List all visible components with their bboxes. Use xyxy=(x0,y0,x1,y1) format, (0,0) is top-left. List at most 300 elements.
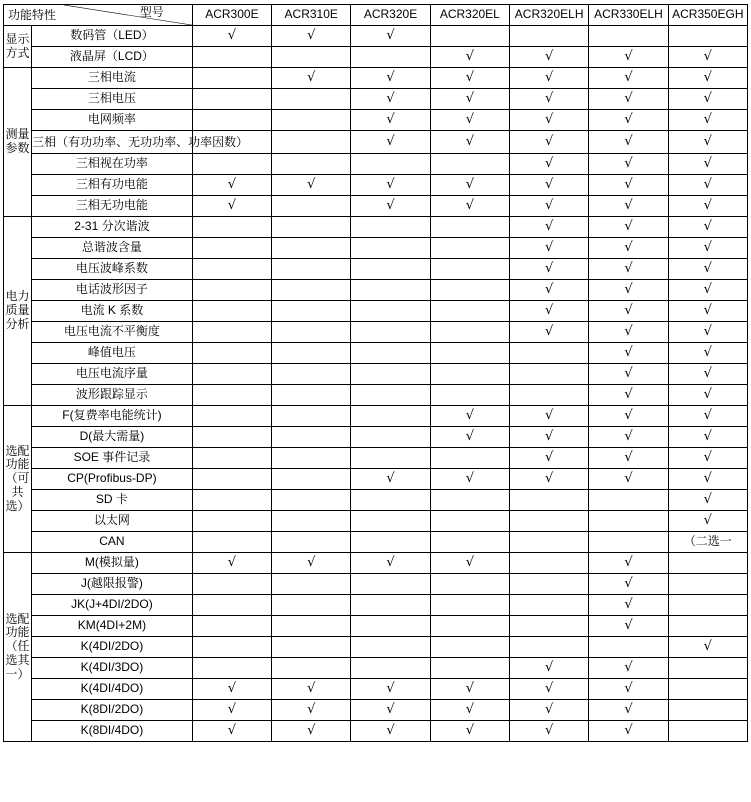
group-label-3 xyxy=(4,406,32,553)
empty-cell xyxy=(430,532,509,553)
support-mark-cell xyxy=(510,259,589,280)
feature-label: 三相（有功功率、无功功率、功率因数） xyxy=(32,131,193,154)
empty-cell xyxy=(272,364,351,385)
check-icon: √ xyxy=(624,281,633,297)
feature-label: M(模拟量) xyxy=(32,553,193,574)
support-mark-cell xyxy=(589,131,668,154)
feature-label: 液晶屏（LCD） xyxy=(32,47,193,68)
empty-cell xyxy=(192,110,271,131)
feature-label: 三相有功电能 xyxy=(32,175,193,196)
support-mark-cell xyxy=(589,385,668,406)
empty-cell xyxy=(668,532,747,553)
check-icon: √ xyxy=(624,90,633,106)
check-icon: √ xyxy=(703,90,712,106)
empty-cell xyxy=(430,26,509,47)
empty-cell xyxy=(192,406,271,427)
empty-cell xyxy=(272,532,351,553)
spec-table-page xyxy=(0,4,751,802)
table-row xyxy=(4,26,748,47)
check-icon: √ xyxy=(624,323,633,339)
corner-feature-label: 功能特性 xyxy=(8,8,57,23)
support-mark-cell xyxy=(510,196,589,217)
support-mark-cell xyxy=(668,259,747,280)
support-mark-cell xyxy=(668,406,747,427)
support-mark-cell xyxy=(272,175,351,196)
support-mark-cell xyxy=(668,364,747,385)
table-row xyxy=(4,154,748,175)
empty-cell xyxy=(351,343,430,364)
empty-cell xyxy=(192,427,271,448)
feature-label: F(复费率电能统计) xyxy=(32,406,193,427)
table-row xyxy=(4,47,748,68)
feature-label: SOE 事件记录 xyxy=(32,448,193,469)
group-label-text: 选配功能（任选其一） xyxy=(5,611,30,681)
support-mark-cell xyxy=(351,700,430,721)
support-mark-cell xyxy=(430,700,509,721)
check-icon: √ xyxy=(703,470,712,486)
empty-cell xyxy=(510,511,589,532)
check-icon: √ xyxy=(703,48,712,64)
support-mark-cell xyxy=(589,427,668,448)
empty-cell xyxy=(510,532,589,553)
support-mark-cell xyxy=(430,679,509,700)
feature-label: J(越限报警) xyxy=(32,574,193,595)
support-mark-cell xyxy=(668,637,747,658)
check-icon: √ xyxy=(545,680,554,696)
empty-cell xyxy=(510,574,589,595)
check-icon: √ xyxy=(624,722,633,738)
support-mark-cell xyxy=(351,469,430,490)
check-icon: √ xyxy=(703,260,712,276)
check-icon: √ xyxy=(545,722,554,738)
empty-cell xyxy=(351,448,430,469)
check-icon: √ xyxy=(545,701,554,717)
support-mark-cell xyxy=(589,154,668,175)
table-row xyxy=(4,196,748,217)
empty-cell xyxy=(430,301,509,322)
check-icon: √ xyxy=(624,617,633,633)
check-icon: √ xyxy=(703,155,712,171)
empty-cell xyxy=(351,574,430,595)
empty-cell xyxy=(510,616,589,637)
support-mark-cell xyxy=(510,679,589,700)
support-mark-cell xyxy=(589,364,668,385)
empty-cell xyxy=(430,511,509,532)
empty-cell xyxy=(351,490,430,511)
support-mark-cell xyxy=(668,427,747,448)
support-mark-cell xyxy=(589,175,668,196)
check-icon: √ xyxy=(624,344,633,360)
feature-label: 总谐波含量 xyxy=(32,238,193,259)
group-label-text: 选配功能（可共选） xyxy=(5,443,30,513)
support-mark-cell xyxy=(668,490,747,511)
support-mark-cell xyxy=(510,427,589,448)
check-icon: √ xyxy=(307,69,316,85)
support-mark-cell xyxy=(668,238,747,259)
empty-cell xyxy=(430,217,509,238)
check-icon: √ xyxy=(307,701,316,717)
check-icon: √ xyxy=(703,111,712,127)
empty-cell xyxy=(192,154,271,175)
support-mark-cell xyxy=(192,26,271,47)
check-icon: √ xyxy=(624,260,633,276)
check-icon: √ xyxy=(227,27,237,43)
empty-cell xyxy=(272,301,351,322)
support-mark-cell xyxy=(589,469,668,490)
support-mark-cell xyxy=(668,343,747,364)
check-icon: √ xyxy=(703,218,712,234)
table-row xyxy=(4,658,748,679)
group-label-4 xyxy=(4,553,32,742)
empty-cell xyxy=(192,322,271,343)
empty-cell xyxy=(272,511,351,532)
support-mark-cell xyxy=(589,301,668,322)
check-icon: √ xyxy=(624,554,633,570)
support-mark-cell xyxy=(668,154,747,175)
empty-cell xyxy=(430,385,509,406)
empty-cell xyxy=(192,574,271,595)
support-mark-cell xyxy=(589,259,668,280)
support-mark-cell xyxy=(510,469,589,490)
check-icon: √ xyxy=(227,701,237,717)
empty-cell xyxy=(589,26,668,47)
empty-cell xyxy=(430,364,509,385)
empty-cell xyxy=(351,406,430,427)
support-mark-cell xyxy=(192,553,271,574)
check-icon: √ xyxy=(465,111,474,127)
empty-cell xyxy=(668,26,747,47)
empty-cell xyxy=(192,595,271,616)
check-icon: √ xyxy=(545,449,554,465)
empty-cell xyxy=(192,259,271,280)
table-row xyxy=(4,532,748,553)
column-header-acr350egh: ACR350EGH xyxy=(668,5,747,26)
table-row xyxy=(4,89,748,110)
empty-cell xyxy=(192,490,271,511)
support-mark-cell xyxy=(192,721,271,742)
empty-cell xyxy=(351,280,430,301)
check-icon: √ xyxy=(703,491,712,507)
check-icon: √ xyxy=(703,428,712,444)
empty-cell xyxy=(351,301,430,322)
support-mark-cell xyxy=(510,68,589,89)
empty-cell xyxy=(351,532,430,553)
check-icon: √ xyxy=(465,554,474,570)
table-row xyxy=(4,616,748,637)
table-row xyxy=(4,364,748,385)
corner-model-label: 型号 xyxy=(139,5,164,19)
support-mark-cell xyxy=(668,110,747,131)
support-mark-cell xyxy=(430,110,509,131)
group-label-text: 测量参数 xyxy=(5,127,30,155)
support-mark-cell xyxy=(272,68,351,89)
check-icon: √ xyxy=(545,69,554,85)
check-icon: √ xyxy=(703,197,712,213)
check-icon: √ xyxy=(703,344,712,360)
support-mark-cell xyxy=(589,721,668,742)
empty-cell xyxy=(589,490,668,511)
empty-cell xyxy=(351,154,430,175)
empty-cell xyxy=(272,110,351,131)
check-icon: √ xyxy=(545,302,554,318)
empty-cell xyxy=(668,721,747,742)
column-header-acr300e: ACR300E xyxy=(192,5,271,26)
support-mark-cell xyxy=(668,175,747,196)
table-row xyxy=(4,553,748,574)
check-icon: √ xyxy=(307,554,316,570)
check-icon: √ xyxy=(307,722,316,738)
empty-cell xyxy=(272,238,351,259)
empty-cell xyxy=(589,511,668,532)
support-mark-cell xyxy=(668,301,747,322)
check-icon: √ xyxy=(465,197,474,213)
check-icon: √ xyxy=(624,155,633,171)
support-mark-cell xyxy=(668,511,747,532)
empty-cell xyxy=(589,637,668,658)
group-label-text: 显示方式 xyxy=(5,31,30,60)
empty-cell xyxy=(351,364,430,385)
table-row xyxy=(4,595,748,616)
support-mark-cell xyxy=(192,700,271,721)
table-row xyxy=(4,238,748,259)
support-mark-cell xyxy=(589,196,668,217)
support-mark-cell xyxy=(510,322,589,343)
support-mark-cell xyxy=(272,679,351,700)
support-mark-cell xyxy=(668,322,747,343)
check-icon: √ xyxy=(545,470,554,486)
support-mark-cell xyxy=(430,721,509,742)
empty-cell xyxy=(192,385,271,406)
support-mark-cell xyxy=(589,700,668,721)
empty-cell xyxy=(192,364,271,385)
empty-cell xyxy=(192,301,271,322)
feature-label: 三相无功电能 xyxy=(32,196,193,217)
table-row xyxy=(4,280,748,301)
table-row xyxy=(4,131,748,154)
support-mark-cell xyxy=(668,280,747,301)
empty-cell xyxy=(272,595,351,616)
column-header-acr320elh: ACR320ELH xyxy=(510,5,589,26)
check-icon: √ xyxy=(386,90,395,106)
support-mark-cell xyxy=(351,679,430,700)
column-header-acr320el: ACR320EL xyxy=(430,5,509,26)
check-icon: √ xyxy=(545,197,554,213)
empty-cell xyxy=(192,637,271,658)
empty-cell xyxy=(351,47,430,68)
support-mark-cell xyxy=(589,68,668,89)
support-mark-cell xyxy=(351,26,430,47)
check-icon: √ xyxy=(386,701,395,717)
check-icon: √ xyxy=(545,407,554,423)
table-row xyxy=(4,217,748,238)
check-icon: √ xyxy=(545,428,554,444)
check-icon: √ xyxy=(465,48,474,64)
empty-cell xyxy=(351,217,430,238)
support-mark-cell xyxy=(192,196,271,217)
support-mark-cell xyxy=(668,131,747,154)
support-mark-cell xyxy=(510,280,589,301)
feature-label: 电压电流序量 xyxy=(32,364,193,385)
support-mark-cell xyxy=(510,110,589,131)
support-mark-cell xyxy=(668,47,747,68)
support-mark-cell xyxy=(351,68,430,89)
empty-cell xyxy=(510,364,589,385)
empty-cell xyxy=(430,343,509,364)
empty-cell xyxy=(351,385,430,406)
support-mark-cell xyxy=(510,47,589,68)
empty-cell xyxy=(192,238,271,259)
feature-label: CP(Profibus-DP) xyxy=(32,469,193,490)
group-label-0 xyxy=(4,26,32,68)
empty-cell xyxy=(351,238,430,259)
table-row xyxy=(4,637,748,658)
check-icon: √ xyxy=(307,680,316,696)
support-mark-cell xyxy=(430,131,509,154)
check-icon: √ xyxy=(624,48,633,64)
table-row xyxy=(4,385,748,406)
support-mark-cell xyxy=(430,406,509,427)
check-icon: √ xyxy=(703,407,712,423)
support-mark-cell xyxy=(589,448,668,469)
check-icon: √ xyxy=(703,365,712,381)
empty-cell xyxy=(272,616,351,637)
check-icon: √ xyxy=(624,176,633,192)
check-icon: √ xyxy=(624,407,633,423)
table-row xyxy=(4,301,748,322)
support-mark-cell xyxy=(510,721,589,742)
feature-label: 2-31 分次谐波 xyxy=(32,217,193,238)
table-row xyxy=(4,679,748,700)
support-mark-cell xyxy=(510,238,589,259)
footnote-text: （二选一 xyxy=(683,534,732,549)
check-icon: √ xyxy=(703,302,712,318)
table-row xyxy=(4,448,748,469)
check-icon: √ xyxy=(703,69,712,85)
check-icon: √ xyxy=(227,680,237,696)
check-icon: √ xyxy=(624,659,633,675)
empty-cell xyxy=(430,322,509,343)
check-icon: √ xyxy=(624,69,633,85)
support-mark-cell xyxy=(589,679,668,700)
empty-cell xyxy=(351,595,430,616)
support-mark-cell xyxy=(668,89,747,110)
check-icon: √ xyxy=(545,218,554,234)
support-mark-cell xyxy=(668,469,747,490)
check-icon: √ xyxy=(624,133,633,149)
empty-cell xyxy=(192,68,271,89)
check-icon: √ xyxy=(703,512,712,528)
feature-label: KM(4DI+2M) xyxy=(32,616,193,637)
support-mark-cell xyxy=(668,196,747,217)
check-icon: √ xyxy=(465,680,474,696)
check-icon: √ xyxy=(386,27,395,43)
empty-cell xyxy=(668,700,747,721)
column-header-acr310e: ACR310E xyxy=(272,5,351,26)
check-icon: √ xyxy=(545,111,554,127)
check-icon: √ xyxy=(624,197,633,213)
table-row xyxy=(4,700,748,721)
support-mark-cell xyxy=(589,616,668,637)
check-icon: √ xyxy=(624,470,633,486)
feature-label: K(4DI/3DO) xyxy=(32,658,193,679)
empty-cell xyxy=(192,89,271,110)
check-icon: √ xyxy=(227,197,237,213)
table-row xyxy=(4,259,748,280)
check-icon: √ xyxy=(465,428,474,444)
check-icon: √ xyxy=(307,27,316,43)
check-icon: √ xyxy=(386,176,395,192)
support-mark-cell xyxy=(510,700,589,721)
support-mark-cell xyxy=(192,175,271,196)
empty-cell xyxy=(272,280,351,301)
empty-cell xyxy=(192,217,271,238)
support-mark-cell xyxy=(351,89,430,110)
support-mark-cell xyxy=(430,196,509,217)
check-icon: √ xyxy=(465,701,474,717)
check-icon: √ xyxy=(545,323,554,339)
check-icon: √ xyxy=(386,197,395,213)
corner-header-cell xyxy=(4,5,193,26)
empty-cell xyxy=(272,427,351,448)
empty-cell xyxy=(430,448,509,469)
support-mark-cell xyxy=(589,110,668,131)
empty-cell xyxy=(272,406,351,427)
empty-cell xyxy=(272,217,351,238)
support-mark-cell xyxy=(589,322,668,343)
support-mark-cell xyxy=(668,385,747,406)
support-mark-cell xyxy=(589,280,668,301)
empty-cell xyxy=(510,637,589,658)
feature-label: K(8DI/2DO) xyxy=(32,700,193,721)
support-mark-cell xyxy=(510,89,589,110)
empty-cell xyxy=(510,385,589,406)
table-row xyxy=(4,68,748,89)
empty-cell xyxy=(351,427,430,448)
check-icon: √ xyxy=(386,69,395,85)
empty-cell xyxy=(192,511,271,532)
support-mark-cell xyxy=(430,89,509,110)
check-icon: √ xyxy=(307,176,316,192)
empty-cell xyxy=(668,574,747,595)
table-row xyxy=(4,721,748,742)
empty-cell xyxy=(192,448,271,469)
empty-cell xyxy=(272,196,351,217)
check-icon: √ xyxy=(386,470,395,486)
check-icon: √ xyxy=(545,260,554,276)
support-mark-cell xyxy=(589,574,668,595)
check-icon: √ xyxy=(386,133,395,149)
feature-label: 电话波形因子 xyxy=(32,280,193,301)
support-mark-cell xyxy=(272,553,351,574)
empty-cell xyxy=(668,616,747,637)
empty-cell xyxy=(272,574,351,595)
empty-cell xyxy=(272,469,351,490)
support-mark-cell xyxy=(351,553,430,574)
check-icon: √ xyxy=(624,218,633,234)
check-icon: √ xyxy=(386,111,395,127)
support-mark-cell xyxy=(668,217,747,238)
empty-cell xyxy=(192,532,271,553)
support-mark-cell xyxy=(510,217,589,238)
support-mark-cell xyxy=(351,131,430,154)
table-row xyxy=(4,427,748,448)
check-icon: √ xyxy=(227,176,237,192)
feature-label: 电压波峰系数 xyxy=(32,259,193,280)
support-mark-cell xyxy=(510,154,589,175)
column-header-acr320e: ACR320E xyxy=(351,5,430,26)
empty-cell xyxy=(668,595,747,616)
empty-cell xyxy=(351,322,430,343)
